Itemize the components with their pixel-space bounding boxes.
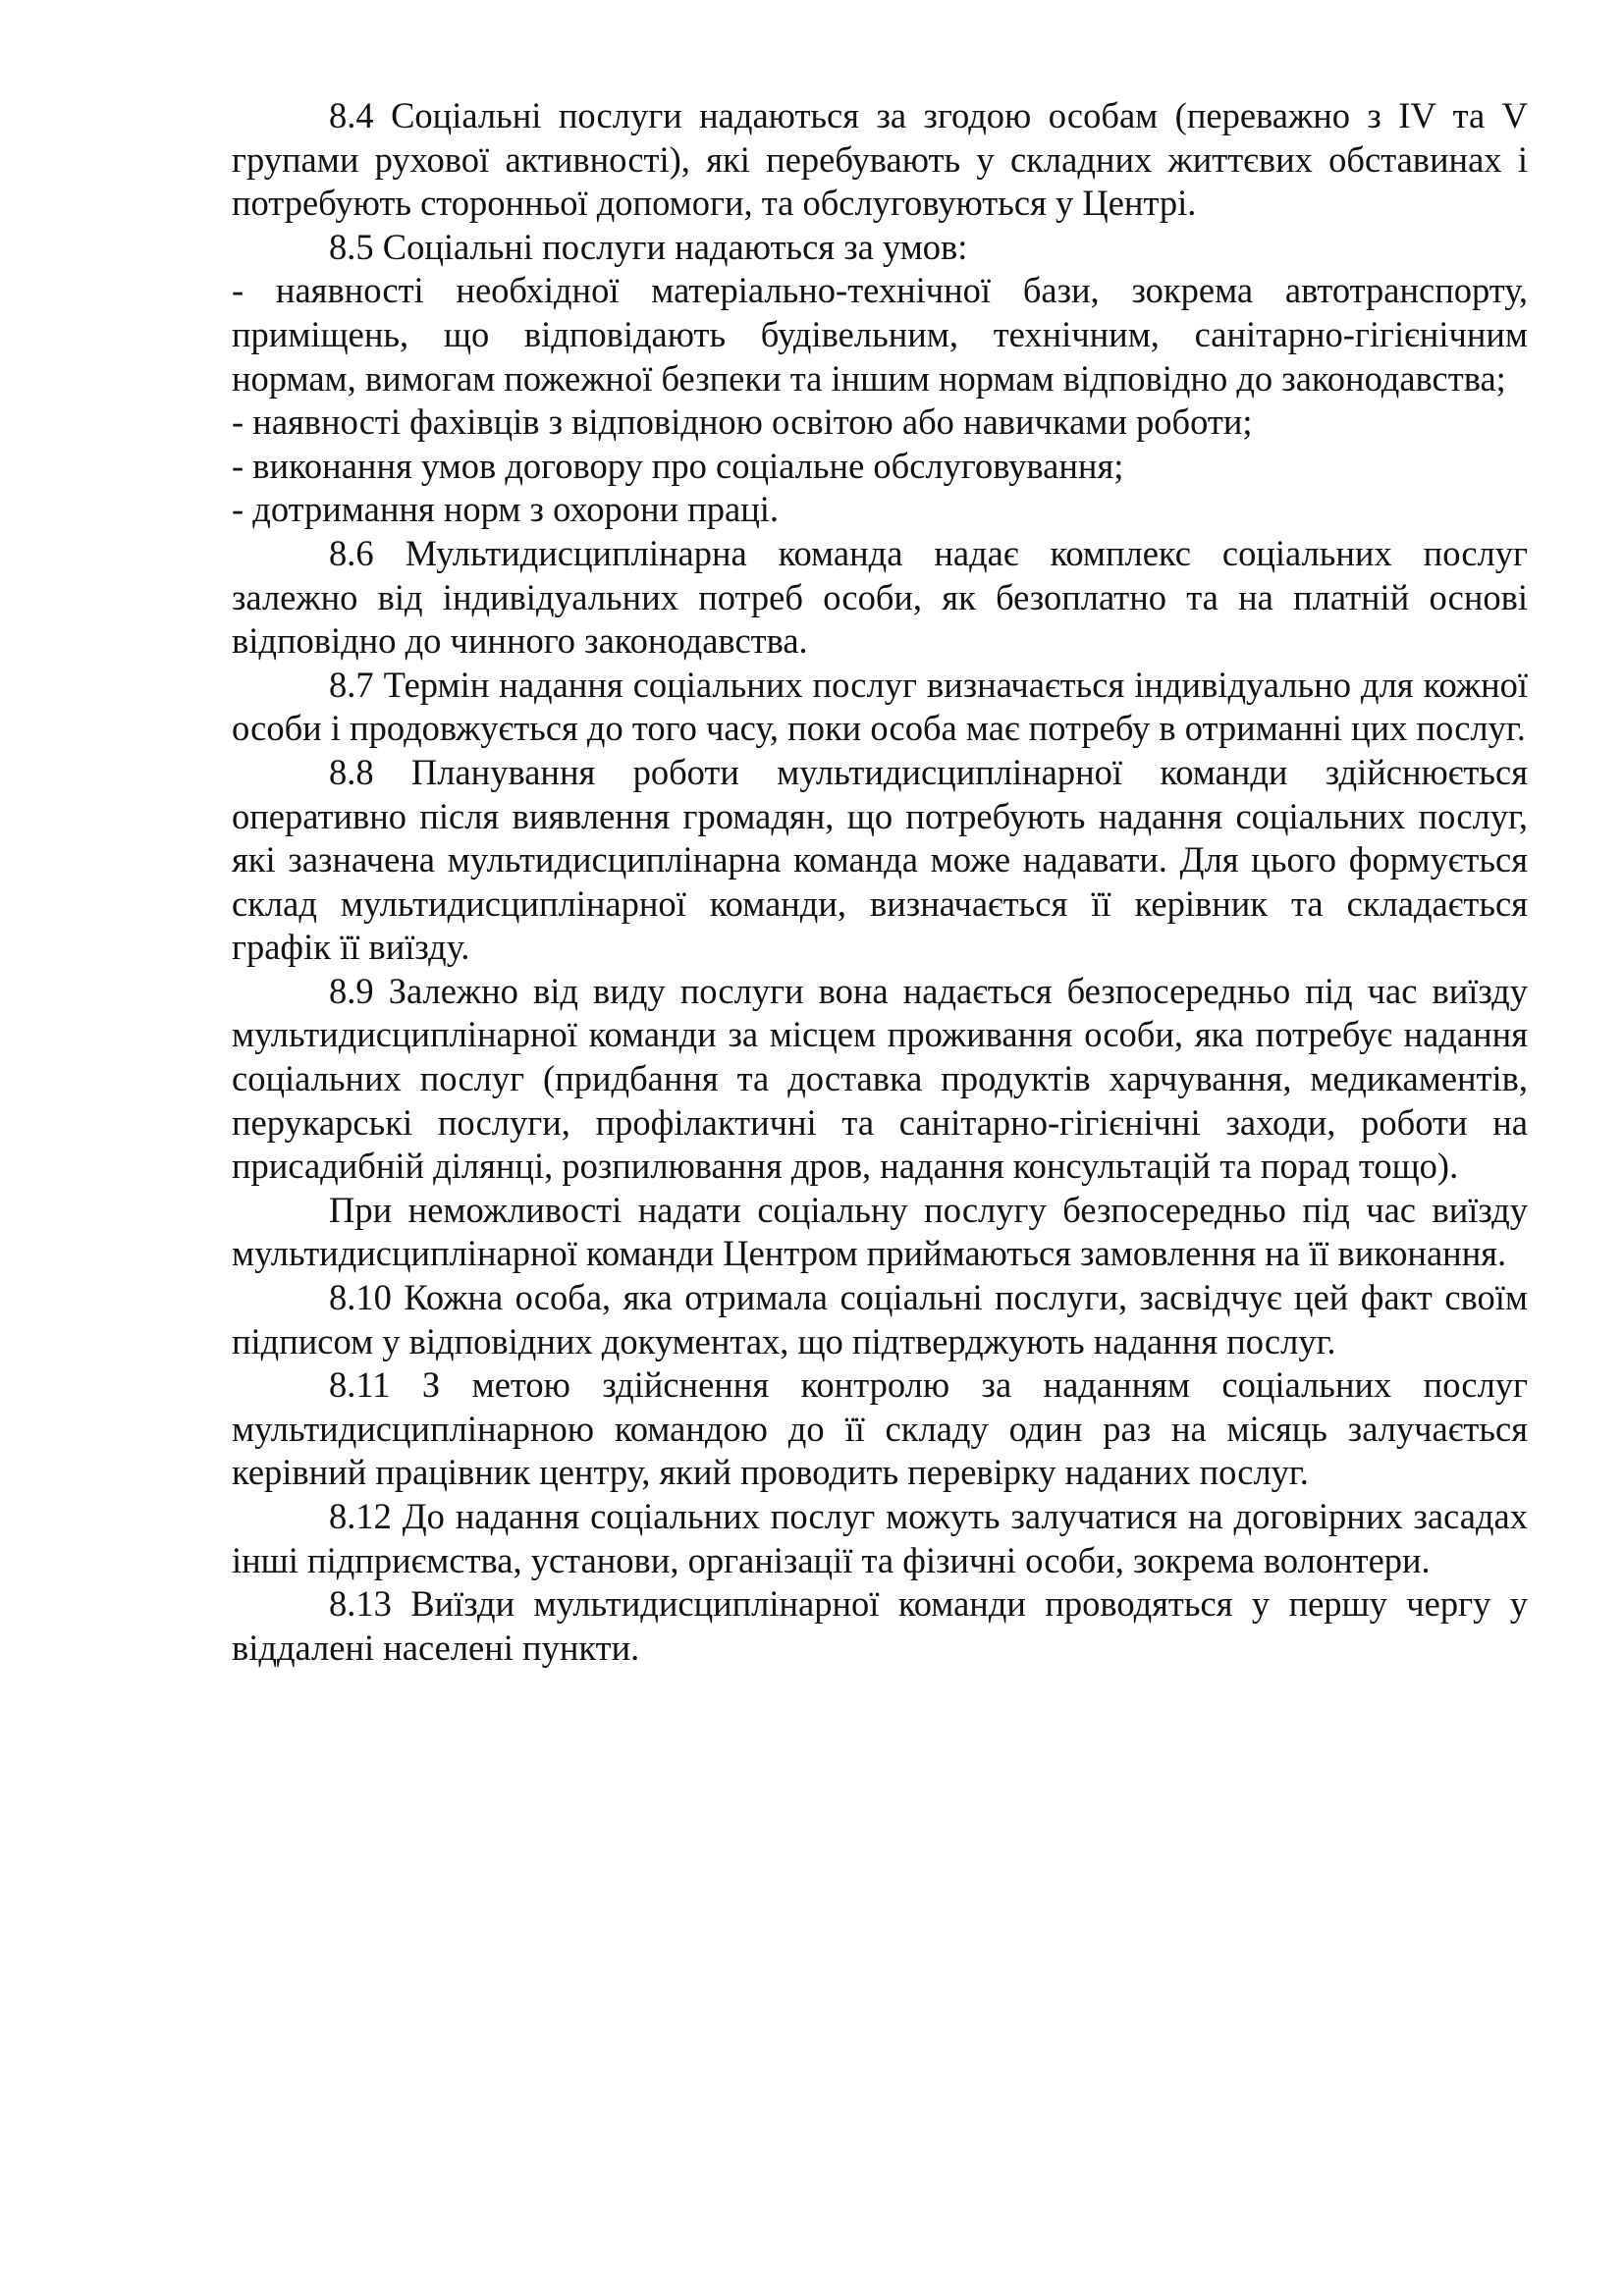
condition-item: - наявності фахівців з відповідною освітою або навичками роботи; — [232, 401, 1253, 443]
paragraph-8-10: 8.10 Кожна особа, яка отримала соціальні послуги, засвідчує цей факт своїм підписом у відповідних документах, що підтверджують надання послуг. — [232, 1277, 1528, 1362]
paragraph-8-8: 8.8 Планування роботи мультидисциплінарної команди здійснюється оперативно після виявлення громадян, що потребують надання соціальних послуг, які зазначена мультидисциплінарна команда може надавати. Для цього формується склад мультидисциплінарної команди, визначається її керівник та складається графік її виїзду. — [232, 751, 1528, 968]
condition-item: - виконання умов договору про соціальне обслуговування; — [232, 445, 1124, 486]
paragraph-8-7: 8.7 Термін надання соціальних послуг визначається індивідуально для кожної особи і продовжується до того часу, поки особа має потребу в отриманні цих послуг. — [232, 664, 1528, 749]
document-page — [232, 94, 1528, 1670]
condition-item: - дотримання норм з охорони праці. — [232, 489, 779, 530]
paragraph-8-5: 8.5 Соціальні послуги надаються за умов: — [329, 226, 968, 267]
paragraph-8-13: 8.13 Виїзди мультидисциплінарної команди проводяться у першу чергу у віддалені населені пункти. — [232, 1583, 1528, 1668]
paragraph-8-9-continued: При неможливості надати соціальну послугу безпосередньо під час виїзду мультидисциплінарної команди Центром приймаються замовлення на її виконання. — [232, 1189, 1528, 1274]
paragraph-8-12: 8.12 До надання соціальних послуг можуть залучатися на договірних засадах інші підприємства, установи, організації та фізичні особи, зокрема волонтери. — [232, 1496, 1528, 1580]
paragraph-8-4: 8.4 Соціальні послуги надаються за згодою особам (переважно з IV та V групами рухової активності), які перебувають у складних життєвих обставинах і потребують сторонньої допомоги, та обслуговуються у Центрі. — [232, 95, 1528, 224]
paragraph-8-9: 8.9 Залежно від виду послуги вона надається безпосередньо під час виїзду мультидисциплінарної команди за місцем проживання особи, яка потребує надання соціальних послуг (придбання та доставка продуктів харчування, медикаментів, перукарські послуги, профілактичні та санітарно-гігієнічні заходи, роботи на присадибній ділянці, розпилювання дров, надання консультацій та порад тощо). — [232, 970, 1528, 1187]
condition-item: - наявності необхідної матеріально-технічної бази, зокрема автотранспорту, приміщень, що відповідають будівельним, технічним, санітарно-гігієнічним нормам, вимогам пожежної безпеки та іншим нормам відповідно до законодавства; — [232, 270, 1528, 399]
paragraph-8-6: 8.6 Мультидисциплінарна команда надає комплекс соціальних послуг залежно від індивідуальних потреб особи, як безоплатно та на платній основі відповідно до чинного законодавства. — [232, 532, 1528, 662]
paragraph-8-11: 8.11 З метою здійснення контролю за наданням соціальних послуг мультидисциплінарною командою до її складу один раз на місяць залучається керівний працівник центру, який проводить перевірку наданих послуг. — [232, 1364, 1528, 1493]
